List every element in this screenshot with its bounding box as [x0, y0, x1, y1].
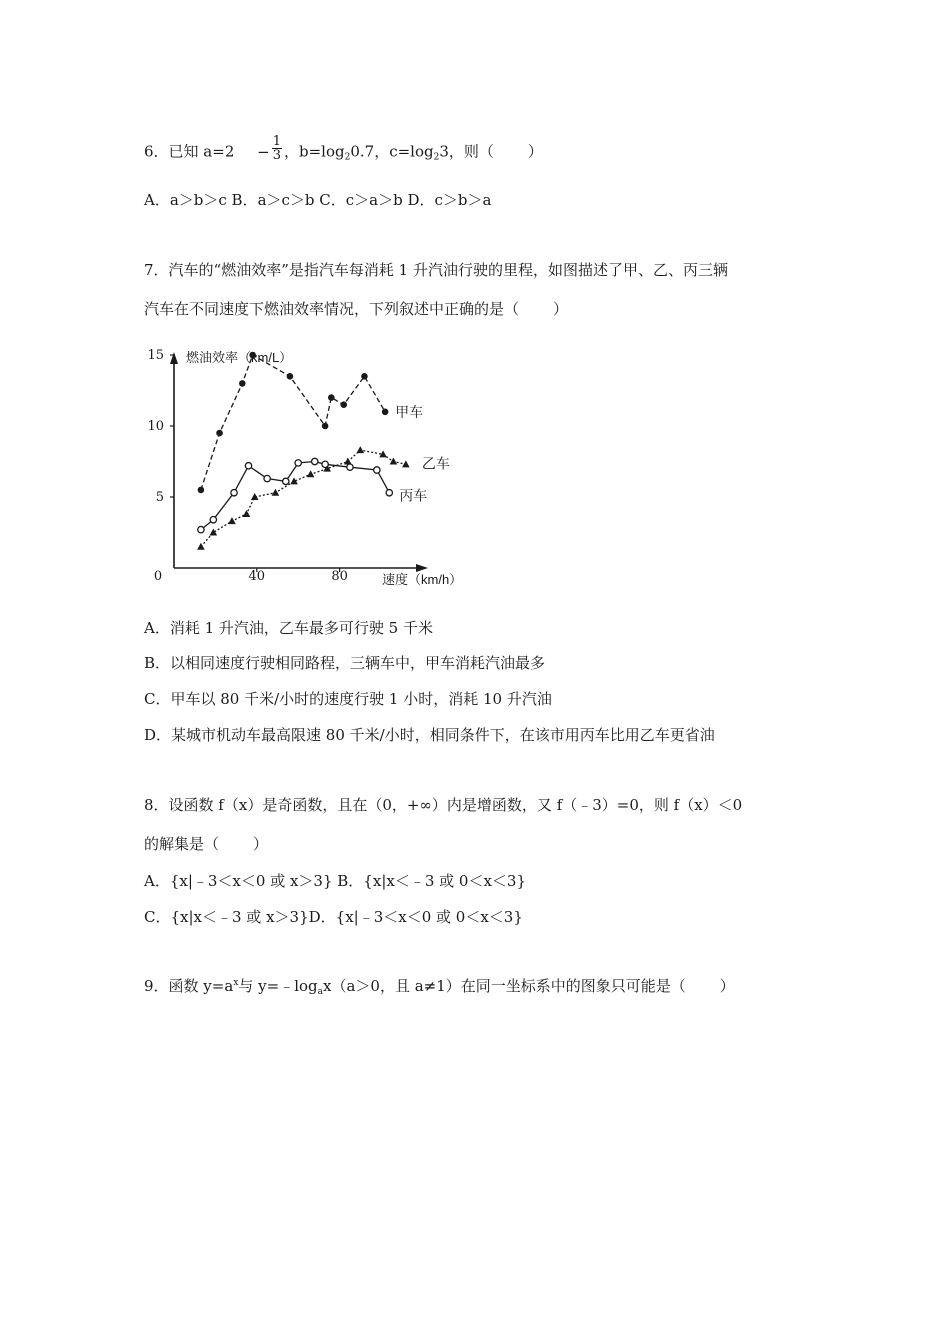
data-point	[251, 493, 259, 500]
data-point	[287, 373, 294, 380]
y-axis-arrow	[170, 352, 178, 364]
q7-stem-line2-text: 汽车在不同速度下燃油效率情况，下列叙述中正确的是（	[144, 300, 520, 318]
q9-part2: 与 y=﹣log	[238, 977, 318, 995]
q7-stem-line1: 7．汽车的“燃油效率”是指汽车每消耗 1 升汽油行驶的里程，如图描述了甲、乙、丙三辆	[144, 261, 728, 279]
series-label: 甲车	[395, 404, 424, 421]
x-tick-label: 80	[331, 569, 348, 584]
x-axis-arrow	[416, 564, 428, 572]
data-point	[382, 409, 389, 416]
chart-series	[197, 352, 450, 550]
data-point	[198, 526, 204, 532]
series-label: 乙车	[421, 456, 450, 473]
y-tick-label: 5	[155, 490, 164, 505]
fuel-efficiency-chart	[144, 346, 463, 594]
q8-stem-line1: 8．设函数 f（x）是奇函数，且在（0，+∞）内是增函数，又 f（﹣3）=0，则 f（x）＜0	[144, 796, 743, 814]
q7-option-a: A．消耗 1 升汽油，乙车最多可行驶 5 千米	[144, 619, 433, 637]
q8-stem-line2-text: 的解集是（	[144, 835, 220, 853]
q7-close-paren: ）	[553, 300, 569, 318]
q9-close-paren: ）	[719, 977, 735, 995]
q9-part3: x（a＞0，且 a≠1）在同一坐标系中的图象只可能是（	[323, 977, 686, 995]
data-point	[243, 510, 251, 517]
q6-exp-denominator: 3	[272, 148, 282, 163]
x-tick-label: 40	[248, 569, 266, 584]
data-point	[328, 394, 335, 401]
q7-option-d: D．某城市机动车最高限速 80 千米/小时，相同条件下，在该市用丙车比用乙车更省油	[144, 726, 715, 744]
q6-mid: ，b=log	[284, 142, 345, 161]
y-tick-label: 10	[147, 419, 164, 434]
q8-close-paren: ）	[253, 835, 269, 853]
q6-c-base: 2	[433, 152, 440, 163]
y-tick-label: 15	[147, 348, 164, 363]
q6-b-arg: 0.7，c=log	[350, 142, 434, 161]
q9-sub: a	[317, 987, 324, 997]
q6-stem	[144, 134, 543, 166]
data-point	[216, 430, 223, 437]
q9-sup: x	[233, 978, 239, 988]
data-point	[283, 478, 289, 484]
data-point	[210, 529, 218, 536]
q7-option-b: B．以相同速度行驶相同路程，三辆车中，甲车消耗汽油最多	[144, 654, 546, 672]
data-point	[197, 543, 205, 550]
data-point	[402, 460, 410, 467]
q6-prefix: 6．已知 a=2	[144, 142, 235, 161]
q8-options-row2: C．{x|x＜﹣3 或 x＞3}D．{x|﹣3＜x＜0 或 0＜x＜3}	[144, 908, 523, 926]
data-point	[386, 490, 392, 496]
data-point	[272, 489, 280, 496]
data-point	[357, 446, 365, 453]
data-point	[347, 464, 353, 470]
q8-options-row1: A．{x|﹣3＜x＜0 或 x＞3} B．{x|x＜﹣3 或 0＜x＜3}	[144, 872, 526, 890]
series-line	[201, 462, 389, 530]
data-point	[312, 458, 318, 464]
q6-b-base: 2	[344, 152, 351, 163]
y-axis-label: 燃油效率（km/L）	[186, 350, 293, 365]
data-point	[322, 423, 329, 430]
q7-stem-line2	[144, 298, 568, 319]
data-point	[374, 467, 380, 473]
data-point	[340, 401, 347, 408]
q6-exp-numerator: 1	[272, 134, 282, 149]
series-label: 丙车	[399, 488, 428, 505]
data-point	[231, 490, 237, 496]
q6-exponent-fraction	[272, 135, 282, 162]
data-point	[390, 458, 398, 465]
q8-stem-line2	[144, 833, 268, 854]
q9-stem	[144, 975, 735, 997]
q9-part1: 9．函数 y=a	[144, 977, 234, 995]
data-point	[228, 517, 236, 524]
data-point	[239, 380, 246, 387]
series-line	[201, 450, 406, 547]
q6-options: A．a＞b＞c B．a＞c＞b C．c＞a＞b D．c＞b＞a	[144, 191, 492, 209]
data-point	[210, 517, 216, 523]
data-point	[322, 461, 328, 467]
data-point	[307, 470, 315, 477]
q6-close-paren: ）	[527, 142, 543, 161]
q6-exp-sign: −	[257, 142, 270, 161]
x-tick-label: 0	[153, 569, 163, 584]
x-axis-label: 速度（km/h）	[382, 572, 463, 587]
data-point	[295, 460, 301, 466]
data-point	[264, 475, 270, 481]
data-point	[198, 487, 205, 494]
q7-option-c: C．甲车以 80 千米/小时的速度行驶 1 小时，消耗 10 升汽油	[144, 690, 552, 708]
data-point	[361, 373, 368, 380]
q6-c-arg: 3，则（	[439, 142, 494, 161]
data-point	[245, 463, 251, 469]
